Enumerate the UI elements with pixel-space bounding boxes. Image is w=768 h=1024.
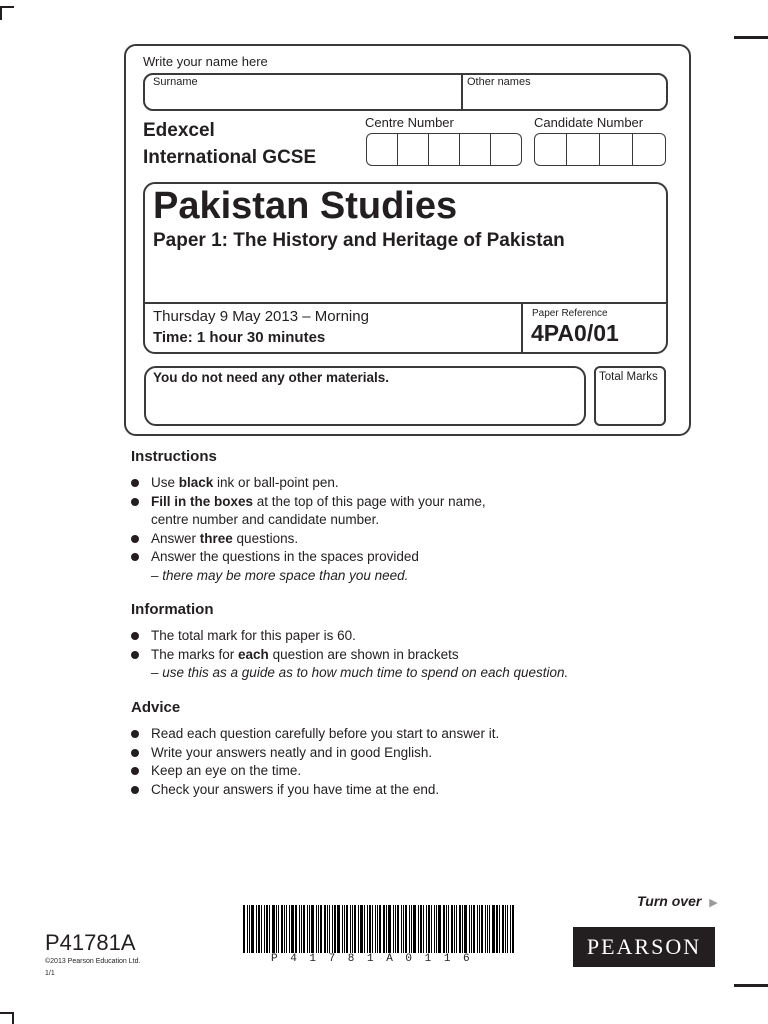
- barcode-bar: [456, 905, 457, 953]
- barcode-bar: [409, 905, 410, 953]
- barcode-bar: [369, 905, 371, 953]
- barcode-bar: [397, 905, 399, 953]
- barcode-bar: [324, 905, 326, 953]
- item-text: Read each question carefully before you start to answer it.: [151, 726, 500, 741]
- barcode-bar: [496, 905, 498, 953]
- list-item: [131, 725, 691, 744]
- paper-title: Pakistan Studies: [153, 185, 458, 227]
- bullet-icon: [131, 479, 139, 487]
- barcode-bar: [358, 905, 359, 953]
- barcode-bar: [269, 905, 270, 953]
- item-text: Keep an eye on the time.: [151, 763, 302, 778]
- name-divider: [461, 74, 463, 110]
- barcode-bar: [350, 905, 351, 953]
- item-text: ink or ball-point pen.: [213, 475, 339, 490]
- barcode-bar: [395, 905, 396, 953]
- item-text: Check your answers if you have time at the end.: [151, 781, 440, 797]
- barcode-bar: [344, 905, 345, 953]
- crop-mark: [734, 984, 768, 987]
- barcode-bar: [454, 905, 455, 953]
- surname-field[interactable]: Surname: [153, 76, 198, 88]
- barcode-bar: [247, 905, 248, 953]
- barcode-bar: [428, 905, 430, 953]
- barcode-bar: [364, 905, 365, 953]
- barcode-bar: [477, 905, 478, 953]
- barcode-bar: [318, 905, 319, 953]
- list-item: [131, 781, 691, 800]
- barcode-bar: [386, 905, 387, 953]
- barcode-bar: [332, 905, 333, 953]
- barcode-bar: [243, 905, 245, 953]
- barcode-bar: [512, 905, 514, 953]
- crop-mark: [12, 1012, 14, 1024]
- reference-divider: [521, 303, 523, 353]
- item-text: question are shown in brackets: [268, 646, 459, 662]
- information-heading: Information: [131, 601, 214, 618]
- barcode-bar: [434, 905, 435, 953]
- item-text: questions.: [232, 530, 299, 546]
- pearson-logo-text: PEARSON: [586, 934, 702, 959]
- barcode-bar: [446, 905, 447, 953]
- item-text: centre number and candidate number.: [151, 512, 380, 527]
- list-item: [131, 744, 691, 763]
- item-text: The marks for: [151, 646, 239, 662]
- barcode-bar: [379, 905, 381, 953]
- list-item: [131, 646, 731, 683]
- barcode-bar: [258, 905, 260, 953]
- barcode-bar: [329, 905, 330, 953]
- other-names-field[interactable]: Other names: [467, 76, 531, 88]
- turn-over-label: [637, 893, 718, 909]
- list-item: [131, 762, 691, 781]
- barcode-bar: [469, 905, 470, 953]
- barcode-bar: [301, 905, 302, 953]
- item-note: – there may be more space than you need.: [151, 567, 409, 583]
- board-qualification: International GCSE: [143, 147, 317, 168]
- barcode-bar: [411, 905, 412, 953]
- barcode-bar: [354, 905, 356, 953]
- barcode-bar: [403, 905, 404, 953]
- barcode-bar: [401, 905, 402, 953]
- barcode-bar: [505, 905, 506, 953]
- centre-number-cell[interactable]: [366, 133, 398, 166]
- list-item: [131, 493, 691, 530]
- barcode-bar: [487, 905, 488, 953]
- bullet-icon: [131, 498, 139, 506]
- barcode: [243, 905, 520, 953]
- copyright-text: ©2013 Pearson Education Ltd.: [45, 958, 141, 965]
- barcode-bar: [459, 905, 461, 953]
- barcode-bar: [438, 905, 441, 953]
- barcode-bar: [499, 905, 500, 953]
- barcode-bar: [479, 905, 480, 953]
- bullet-icon: [131, 535, 139, 543]
- barcode-bar: [307, 905, 308, 953]
- paper-subtitle: Paper 1: The History and Heritage of Pakistan: [153, 230, 565, 251]
- barcode-bar: [413, 905, 416, 953]
- candidate-number-cell[interactable]: [534, 133, 567, 166]
- barcode-bar: [286, 905, 287, 953]
- barcode-bar: [375, 905, 376, 953]
- barcode-bar: [367, 905, 368, 953]
- bullet-icon: [131, 730, 139, 738]
- name-box: [143, 73, 668, 111]
- exam-date: Thursday 9 May 2013 – Morning: [153, 308, 369, 325]
- barcode-bar: [256, 905, 257, 953]
- bullet-icon: [131, 553, 139, 561]
- item-emphasis: black: [178, 475, 214, 490]
- barcode-bar: [316, 905, 317, 953]
- barcode-bar: [451, 905, 453, 953]
- item-emphasis: each: [238, 646, 269, 662]
- barcode-bar: [266, 905, 268, 953]
- crop-mark: [734, 36, 768, 39]
- instructions-list: [131, 474, 691, 585]
- item-text: Answer: [151, 530, 200, 546]
- list-item: [131, 530, 691, 549]
- barcode-bar: [320, 905, 322, 953]
- barcode-bar: [342, 905, 343, 953]
- arrow-right-icon: ▶: [709, 897, 718, 909]
- item-note: – use this as a guide as to how much time to spend on each question.: [151, 665, 569, 680]
- barcode-bar: [337, 905, 340, 953]
- barcode-bar: [510, 905, 511, 953]
- advice-heading: Advice: [131, 699, 181, 716]
- centre-number-cell[interactable]: [491, 133, 522, 166]
- crop-mark: [0, 6, 2, 20]
- barcode-bar: [492, 905, 495, 953]
- barcode-bar: [311, 905, 314, 953]
- barcode-bar: [485, 905, 486, 953]
- barcode-bar: [303, 905, 305, 953]
- barcode-bar: [393, 905, 394, 953]
- barcode-bar: [281, 905, 283, 953]
- barcode-bar: [264, 905, 265, 953]
- barcode-bar: [295, 905, 297, 953]
- advice-list: [131, 725, 691, 799]
- item-text: The total mark for this paper is 60.: [151, 628, 356, 643]
- barcode-bar: [360, 905, 363, 953]
- barcode-bar: [272, 905, 275, 953]
- candidate-number-label: Candidate Number: [534, 115, 644, 130]
- barcode-bar: [448, 905, 449, 953]
- bullet-icon: [131, 786, 139, 794]
- list-item: [131, 627, 731, 646]
- turn-over-text: Turn over: [637, 893, 702, 909]
- list-item: [131, 548, 691, 585]
- centre-number-boxes[interactable]: [366, 133, 522, 166]
- item-emphasis: three: [199, 530, 233, 546]
- barcode-bar: [383, 905, 385, 953]
- item-text: Use: [151, 475, 179, 490]
- barcode-bar: [388, 905, 391, 953]
- barcode-bar: [464, 905, 467, 953]
- barcode-bar: [309, 905, 310, 953]
- item-emphasis: Fill in the boxes: [151, 493, 254, 509]
- barcode-bar: [284, 905, 285, 953]
- barcode-bar: [261, 905, 262, 953]
- board-name: Edexcel: [143, 120, 215, 141]
- paper-reference: 4PA0/01: [531, 320, 619, 346]
- barcode-bar: [352, 905, 353, 953]
- barcode-bar: [481, 905, 483, 953]
- barcode-bar: [377, 905, 378, 953]
- pearson-logo: [573, 927, 715, 967]
- barcode-bar: [405, 905, 407, 953]
- barcode-bar: [251, 905, 254, 953]
- barcode-bar: [423, 905, 424, 953]
- write-name-label: Write your name here: [143, 54, 268, 69]
- item-text: Write your answers neatly and in good English.: [151, 744, 433, 760]
- page-reference: 1/1: [45, 970, 55, 977]
- barcode-bar: [278, 905, 279, 953]
- barcode-bar: [431, 905, 432, 953]
- barcode-bar: [346, 905, 348, 953]
- candidate-number-cell[interactable]: [600, 133, 633, 166]
- barcode-bar: [299, 905, 300, 953]
- barcode-bar: [462, 905, 463, 953]
- barcode-bar: [249, 905, 250, 953]
- barcode-bar: [502, 905, 504, 953]
- centre-number-label: Centre Number: [365, 115, 454, 130]
- barcode-bar: [334, 905, 336, 953]
- barcode-bar: [276, 905, 277, 953]
- barcode-bar: [489, 905, 490, 953]
- barcode-bar: [291, 905, 294, 953]
- title-divider: [144, 302, 667, 304]
- centre-number-cell[interactable]: [398, 133, 429, 166]
- item-text: at the top of this page with your name,: [253, 493, 486, 509]
- barcode-bar: [443, 905, 445, 953]
- barcode-bar: [327, 905, 328, 953]
- information-list: [131, 627, 731, 683]
- barcode-bar: [420, 905, 422, 953]
- exam-time: Time: 1 hour 30 minutes: [153, 329, 326, 346]
- paper-reference-label: Paper Reference: [532, 308, 608, 319]
- barcode-bar: [471, 905, 472, 953]
- barcode-bar: [473, 905, 475, 953]
- barcode-bar: [507, 905, 508, 953]
- centre-number-cell[interactable]: [460, 133, 491, 166]
- paper-code: P41781A: [45, 930, 136, 955]
- barcode-bar: [372, 905, 373, 953]
- barcode-bar: [289, 905, 290, 953]
- total-marks-label: Total Marks: [599, 371, 658, 383]
- crop-mark: [0, 6, 14, 8]
- instructions-heading: Instructions: [131, 448, 217, 465]
- barcode-bar: [436, 905, 437, 953]
- centre-number-cell[interactable]: [429, 133, 460, 166]
- bullet-icon: [131, 651, 139, 659]
- item-text: Answer the questions in the spaces provided: [151, 549, 419, 564]
- list-item: [131, 474, 691, 493]
- materials-text: You do not need any other materials.: [153, 370, 390, 385]
- barcode-bar: [418, 905, 419, 953]
- barcode-bar: [426, 905, 427, 953]
- candidate-number-cell[interactable]: [567, 133, 600, 166]
- candidate-number-boxes[interactable]: [534, 133, 666, 166]
- candidate-number-cell[interactable]: [633, 133, 666, 166]
- bullet-icon: [131, 632, 139, 640]
- bullet-icon: [131, 767, 139, 775]
- bullet-icon: [131, 749, 139, 757]
- barcode-text: P 4 1 7 8 1 A 0 1 1 6: [271, 953, 473, 965]
